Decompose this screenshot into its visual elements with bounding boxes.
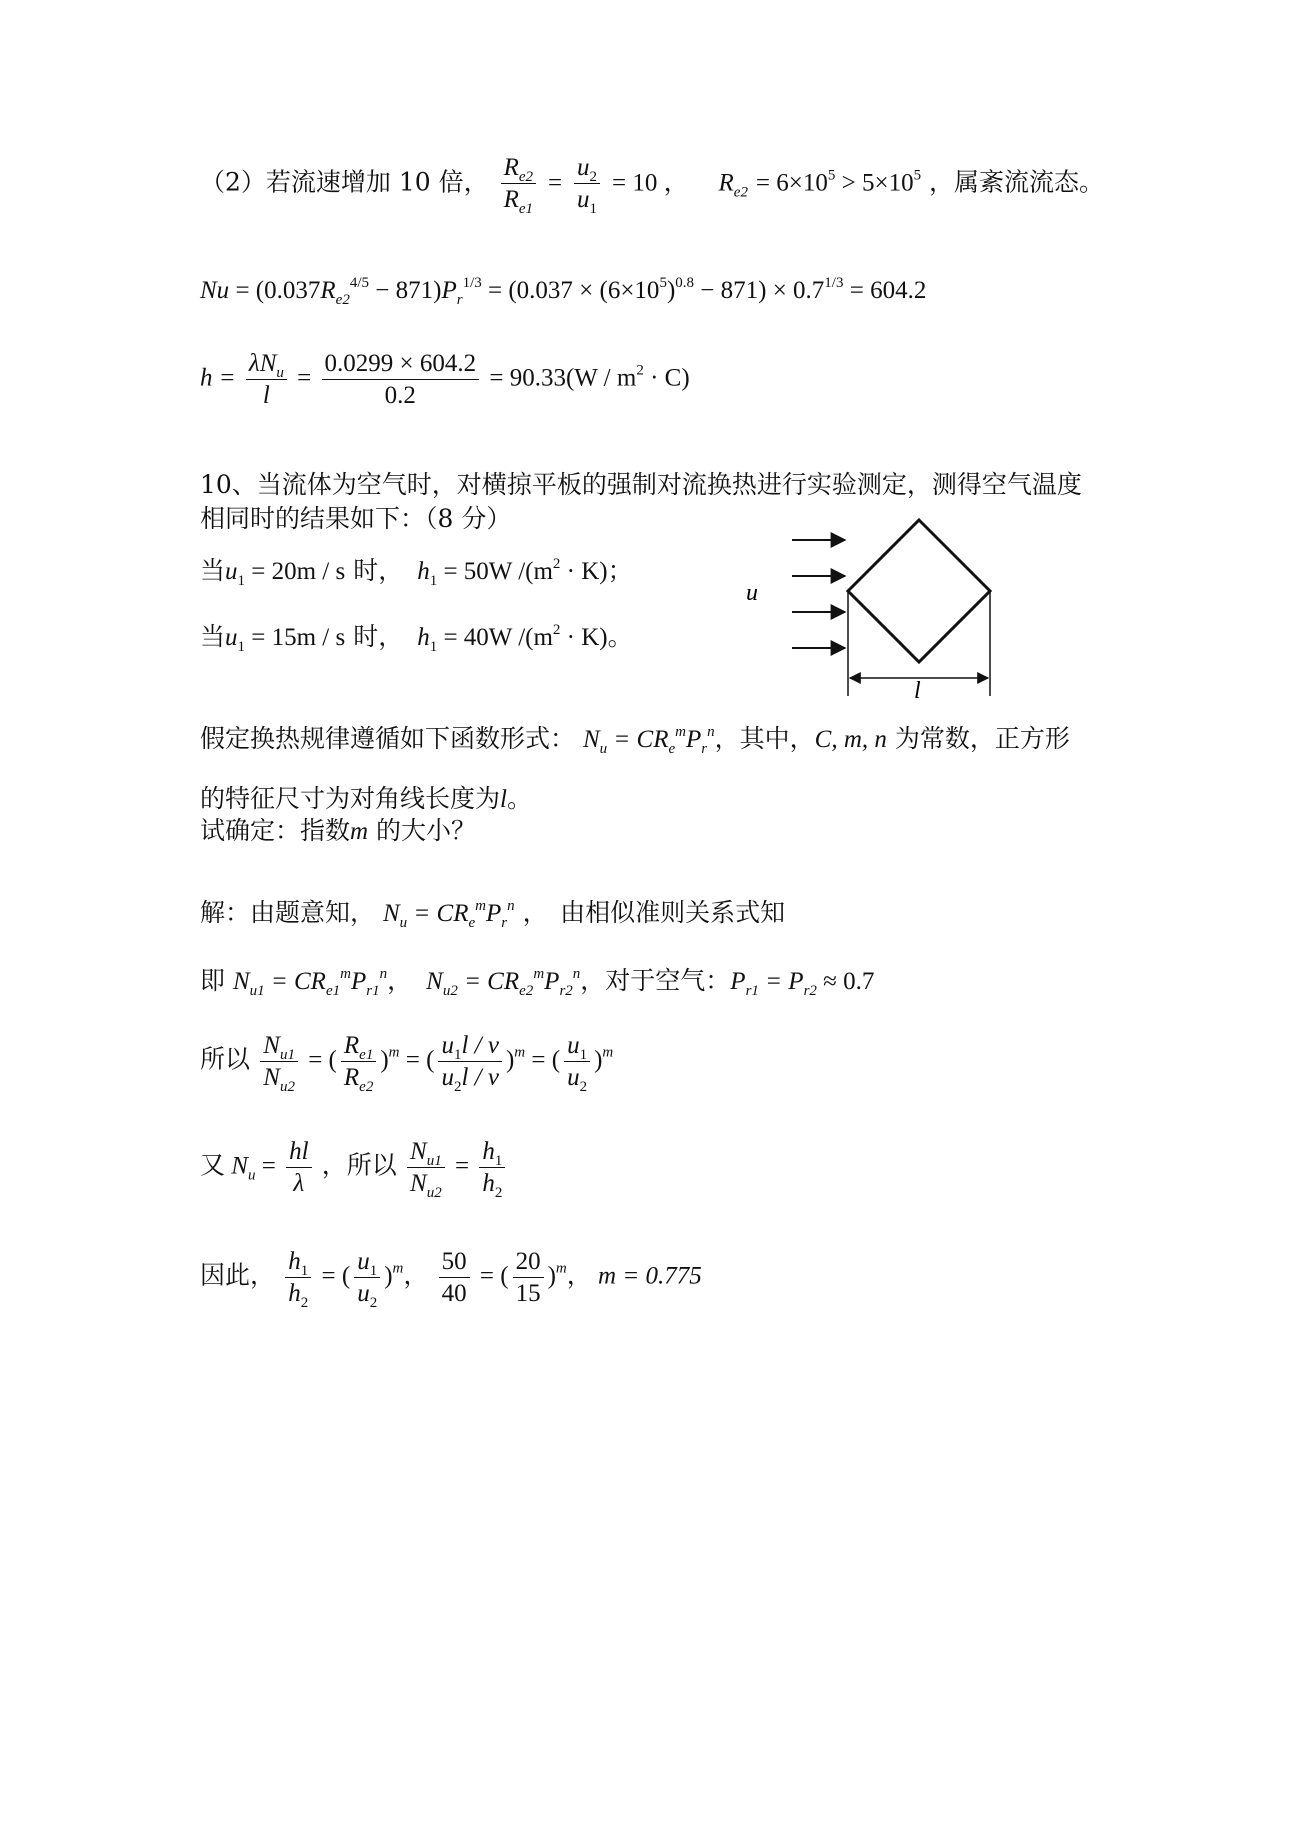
ratio-value: = 10 ， xyxy=(612,169,689,197)
assumption-line-2: 的特征尺寸为对角线长度为l。 xyxy=(200,784,532,813)
part2-intro: （2）若流速增加 10 倍， xyxy=(200,167,489,197)
solution-line-1: 解：由题意知， $N_u = CR_e^mP_r^n$ ， 由相似准则关系式知 xyxy=(200,898,786,931)
question-10-line1: 10、当流体为空气时，对横掠平板的强制对流换热进行实验测定，测得空气温度 xyxy=(200,470,1082,499)
solution-line-5: 因此， $\frac{h_1}{h_2}$ = ( $\frac{u_1}{u_2}$ )$^m$， $\frac{50}{40}$ = ( $\frac{20}{15}$ )$^m$， m = 0.775 xyxy=(200,1248,702,1312)
nu-result: = 604.2 xyxy=(849,277,927,304)
square-prism xyxy=(848,520,990,662)
l-label: l xyxy=(914,678,921,700)
solution-line-4: 又 $N_u$ = $\frac{hl}{\lambda}$ ，所以 $\frac{N_{u1}}{N_{u2}}$ = $\frac{h_1}{h_2}$ xyxy=(200,1136,509,1200)
part2-conclusion: ，属紊流流态。 xyxy=(929,167,1105,197)
h-equation: h = $\frac{\lambda N_u}{l}$ = $\frac{0.0299 \times 604.2}{0.2}$ = $90.33(W / m^2 \cdot C)$ xyxy=(200,348,690,412)
question-10-line2: 相同时的结果如下：（8 分） xyxy=(200,504,512,533)
final-result: m = 0.775 xyxy=(598,1262,702,1290)
re-ratio-fraction: $\frac{R_{e2}}{R_{e1}}$ xyxy=(501,152,536,216)
case-2: 当$u_1 = 15m / s$ 时， $h_1 = 40W$ $/(m^2 \cdot K)$。 xyxy=(200,622,633,655)
solution-line-3: 所以 $\frac{N_{u1}}{N_{u2}}$ = ( $\frac{R_{e1}}{R_{e2}}$ )$^m$ = ( $\frac{u_1l / \nu}{u_2l / \nu}$ )$^m$ = ( $\frac{u_1}{u_2}$ )$^m$ xyxy=(200,1032,614,1096)
part2-line: （2）若流速增加 10 倍， $\frac{R_{e2}}{R_{e1}}$ = $\frac{u_2}{u_1}$ = 10 ， $R_{e2} = 6\times 10^5 > 5\times 10^5$ ，属紊流流态。 xyxy=(200,154,1105,218)
task-line: 试确定：指数m 的大小？ xyxy=(200,816,477,845)
h-result: = 90.33(W / m xyxy=(489,364,637,392)
u-ratio-fraction: $\frac{u_2}{u_1}$ xyxy=(574,152,600,216)
critical-re: > 5×10 xyxy=(835,169,914,197)
case-1: 当$u_1 = 20m / s$ 时， $h_1 = 50W$ $/(m^2 \cdot K)$； xyxy=(200,556,633,589)
h-fraction-2: $\frac{0.0299 \times 604.2}{0.2}$ xyxy=(322,348,480,412)
nu-equation: $Nu = (0.037R_{e2}^{4/5} - 871)P_r^{1/3} = (0.037 \times (6\times 10^5)^{0.8} - 871) \times 0.7^{1/3} = 604.2$ xyxy=(200,275,927,308)
square-prism-figure xyxy=(740,510,1010,700)
solution-line-2: 即 $N_{u1} = CR_{e1}^mP_{r1}^n$， $N_{u2} = CR_{e2}^mP_{r2}^n$，对于空气：$P_{r1} = P_{r2} \approx 0.7$ xyxy=(200,966,875,999)
re2-value: = 6×10 xyxy=(755,169,828,197)
assumption-line: 假定换热规律遵循如下函数形式： $N_u = CR_e^mP_r^n$，其中，C, m, n 为常数，正方形 xyxy=(200,724,1070,757)
u-label: u xyxy=(746,580,758,606)
h-fraction-1: $\frac{\lambda N_u}{l}$ xyxy=(246,348,287,412)
